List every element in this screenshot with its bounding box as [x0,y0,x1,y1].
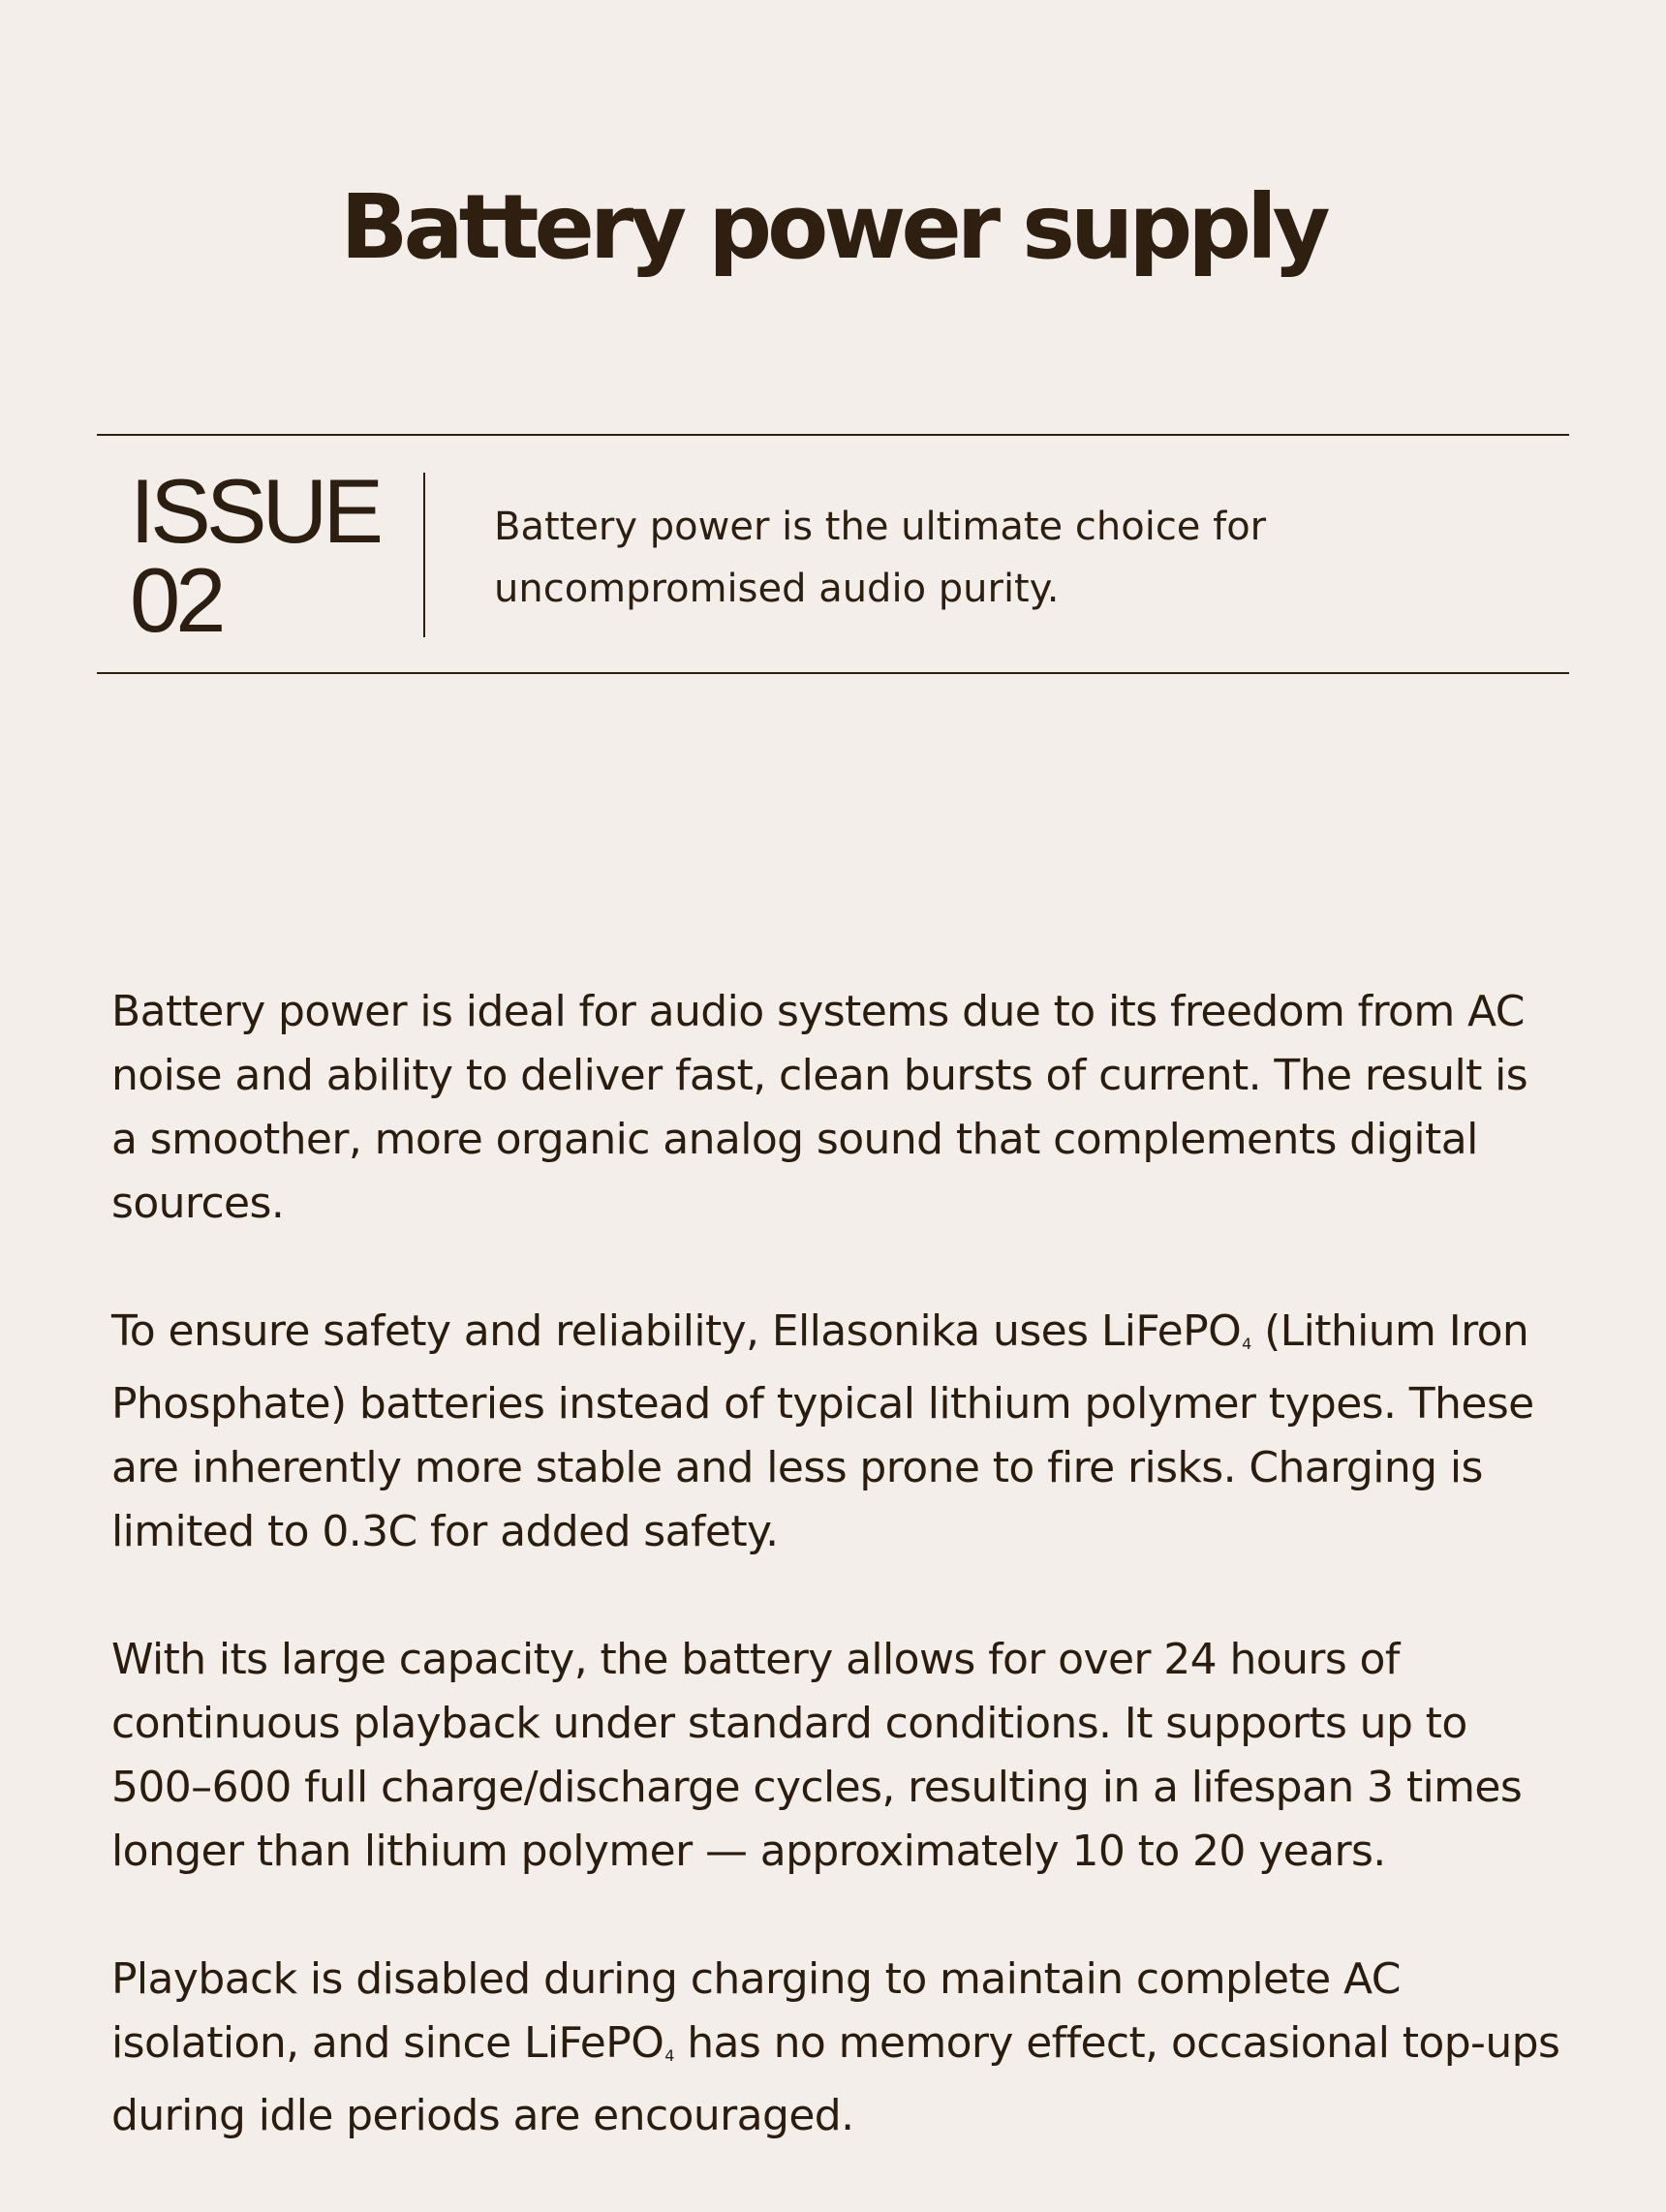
article-body [111,980,1564,2212]
issue-label-word: ISSUE [130,460,380,562]
paragraph-4 [111,1948,1564,2148]
subscript-4: 4 [1242,1335,1251,1353]
issue-summary [494,496,1366,620]
issue-divider [423,473,425,637]
paragraph-4-text-a: Playback is disabled during charging to maintain complete AC isolation, and since LiFePO [111,1954,1401,2068]
issue-number: 02 [130,549,222,651]
issue-banner [97,434,1569,674]
paragraph-3: With its large capacity, the battery allows for over 24 hours of continuous playback under standard conditions. It supports up to 500–600 full charge/discharge cycles, resulting in a lifespan 3 times longer than lithium polymer — approximately 10 to 20 years. [111,1635,1523,1876]
issue-summary-line-1: Battery power is the ultimate choice for [494,505,1267,549]
paragraph-1: Battery power is ideal for audio systems due to its freedom from AC noise and ability to deliver fast, clean bursts of current. The result is a smoother, more organic analog sound that complements digital sources. [111,987,1528,1228]
issue-label [130,460,380,651]
paragraph-4-text-b: has no memory effect, occasional top-ups during idle periods are encouraged. [111,2018,1560,2140]
page-title: Battery power supply [340,175,1326,279]
paragraph-2-text-a: To ensure safety and reliability, Ellasonika uses LiFePO [111,1306,1242,1356]
paragraph-2-text-b: (Lithium Iron Phosphate) batteries instead of typical lithium polymer types. These are inherently more stable and less prone to fire risks. Charging is limited to 0.3C for added safety. [111,1306,1534,1556]
issue-summary-line-2: uncompromised audio purity. [494,567,1060,611]
subscript-4: 4 [664,2046,674,2065]
paragraph-2 [111,1300,1564,1564]
